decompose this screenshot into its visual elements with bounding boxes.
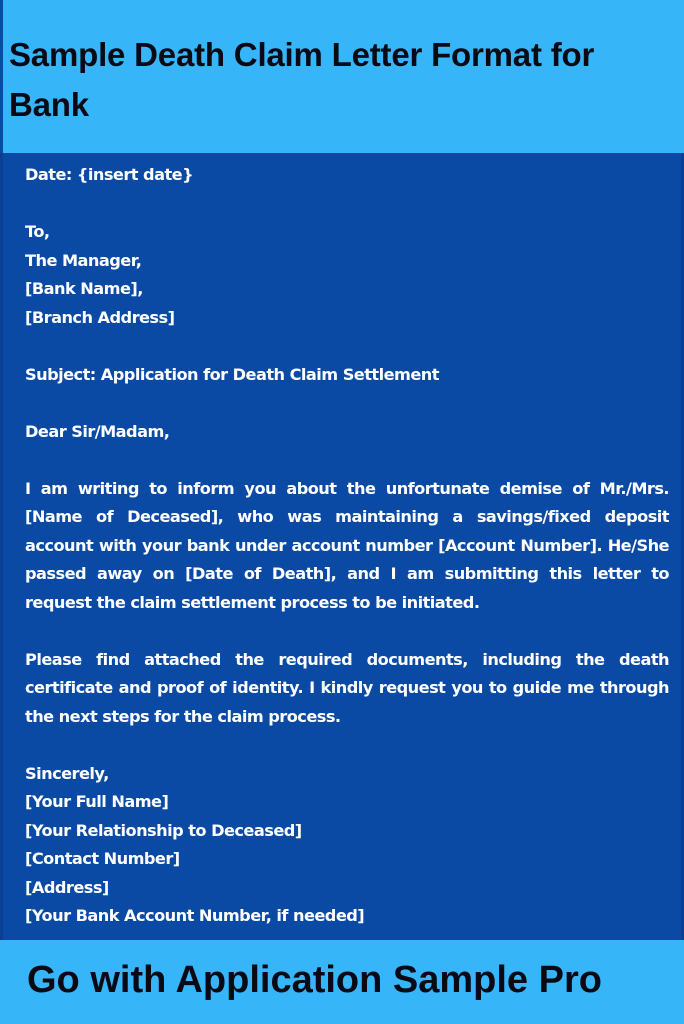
recipient-to: To, bbox=[25, 222, 50, 241]
letter-panel bbox=[0, 153, 684, 940]
signature-relationship: [Your Relationship to Deceased] bbox=[25, 820, 302, 840]
spacer bbox=[25, 731, 669, 760]
letter-salutation: Dear Sir/Madam, bbox=[25, 421, 170, 441]
recipient-manager: The Manager, bbox=[25, 250, 142, 270]
letter-body bbox=[25, 161, 669, 931]
page-footer bbox=[0, 940, 684, 1024]
spacer bbox=[25, 617, 669, 646]
footer-brand-text: Go with Application Sample Pro bbox=[27, 959, 602, 1001]
letter-paragraph-2: Please find attached the required documents, including the death certificate and proof of identity. I kindly request you to guide me through the next steps for the claim process. bbox=[25, 649, 669, 726]
signature-address: [Address] bbox=[25, 877, 109, 897]
letter-closing: Sincerely, bbox=[25, 763, 109, 783]
spacer bbox=[25, 190, 669, 219]
spacer bbox=[25, 446, 669, 475]
letter-date: Date: {insert date} bbox=[25, 165, 194, 184]
signature-bank-account: [Your Bank Account Number, if needed] bbox=[25, 906, 365, 925]
letter-subject: Subject: Application for Death Claim Settlement bbox=[25, 364, 439, 384]
recipient-branch-address: [Branch Address] bbox=[25, 307, 175, 327]
page-title: Sample Death Claim Letter Format for Bank bbox=[9, 36, 595, 123]
letter-paragraph-1: I am writing to inform you about the unfortunate demise of Mr./Mrs. [Name of Deceased], who was maintaining a savings/fixed deposit account with your bank under account number [Account Number]. He/She passed away on [Date of Death], and I am submitting this letter to request the claim settlement process to be initiated. bbox=[25, 478, 669, 612]
signature-contact-number: [Contact Number] bbox=[25, 849, 180, 868]
recipient-bank-name: [Bank Name], bbox=[25, 279, 143, 298]
spacer bbox=[25, 332, 669, 361]
signature-full-name: [Your Full Name] bbox=[25, 792, 169, 811]
spacer bbox=[25, 389, 669, 418]
page-header bbox=[0, 0, 684, 153]
